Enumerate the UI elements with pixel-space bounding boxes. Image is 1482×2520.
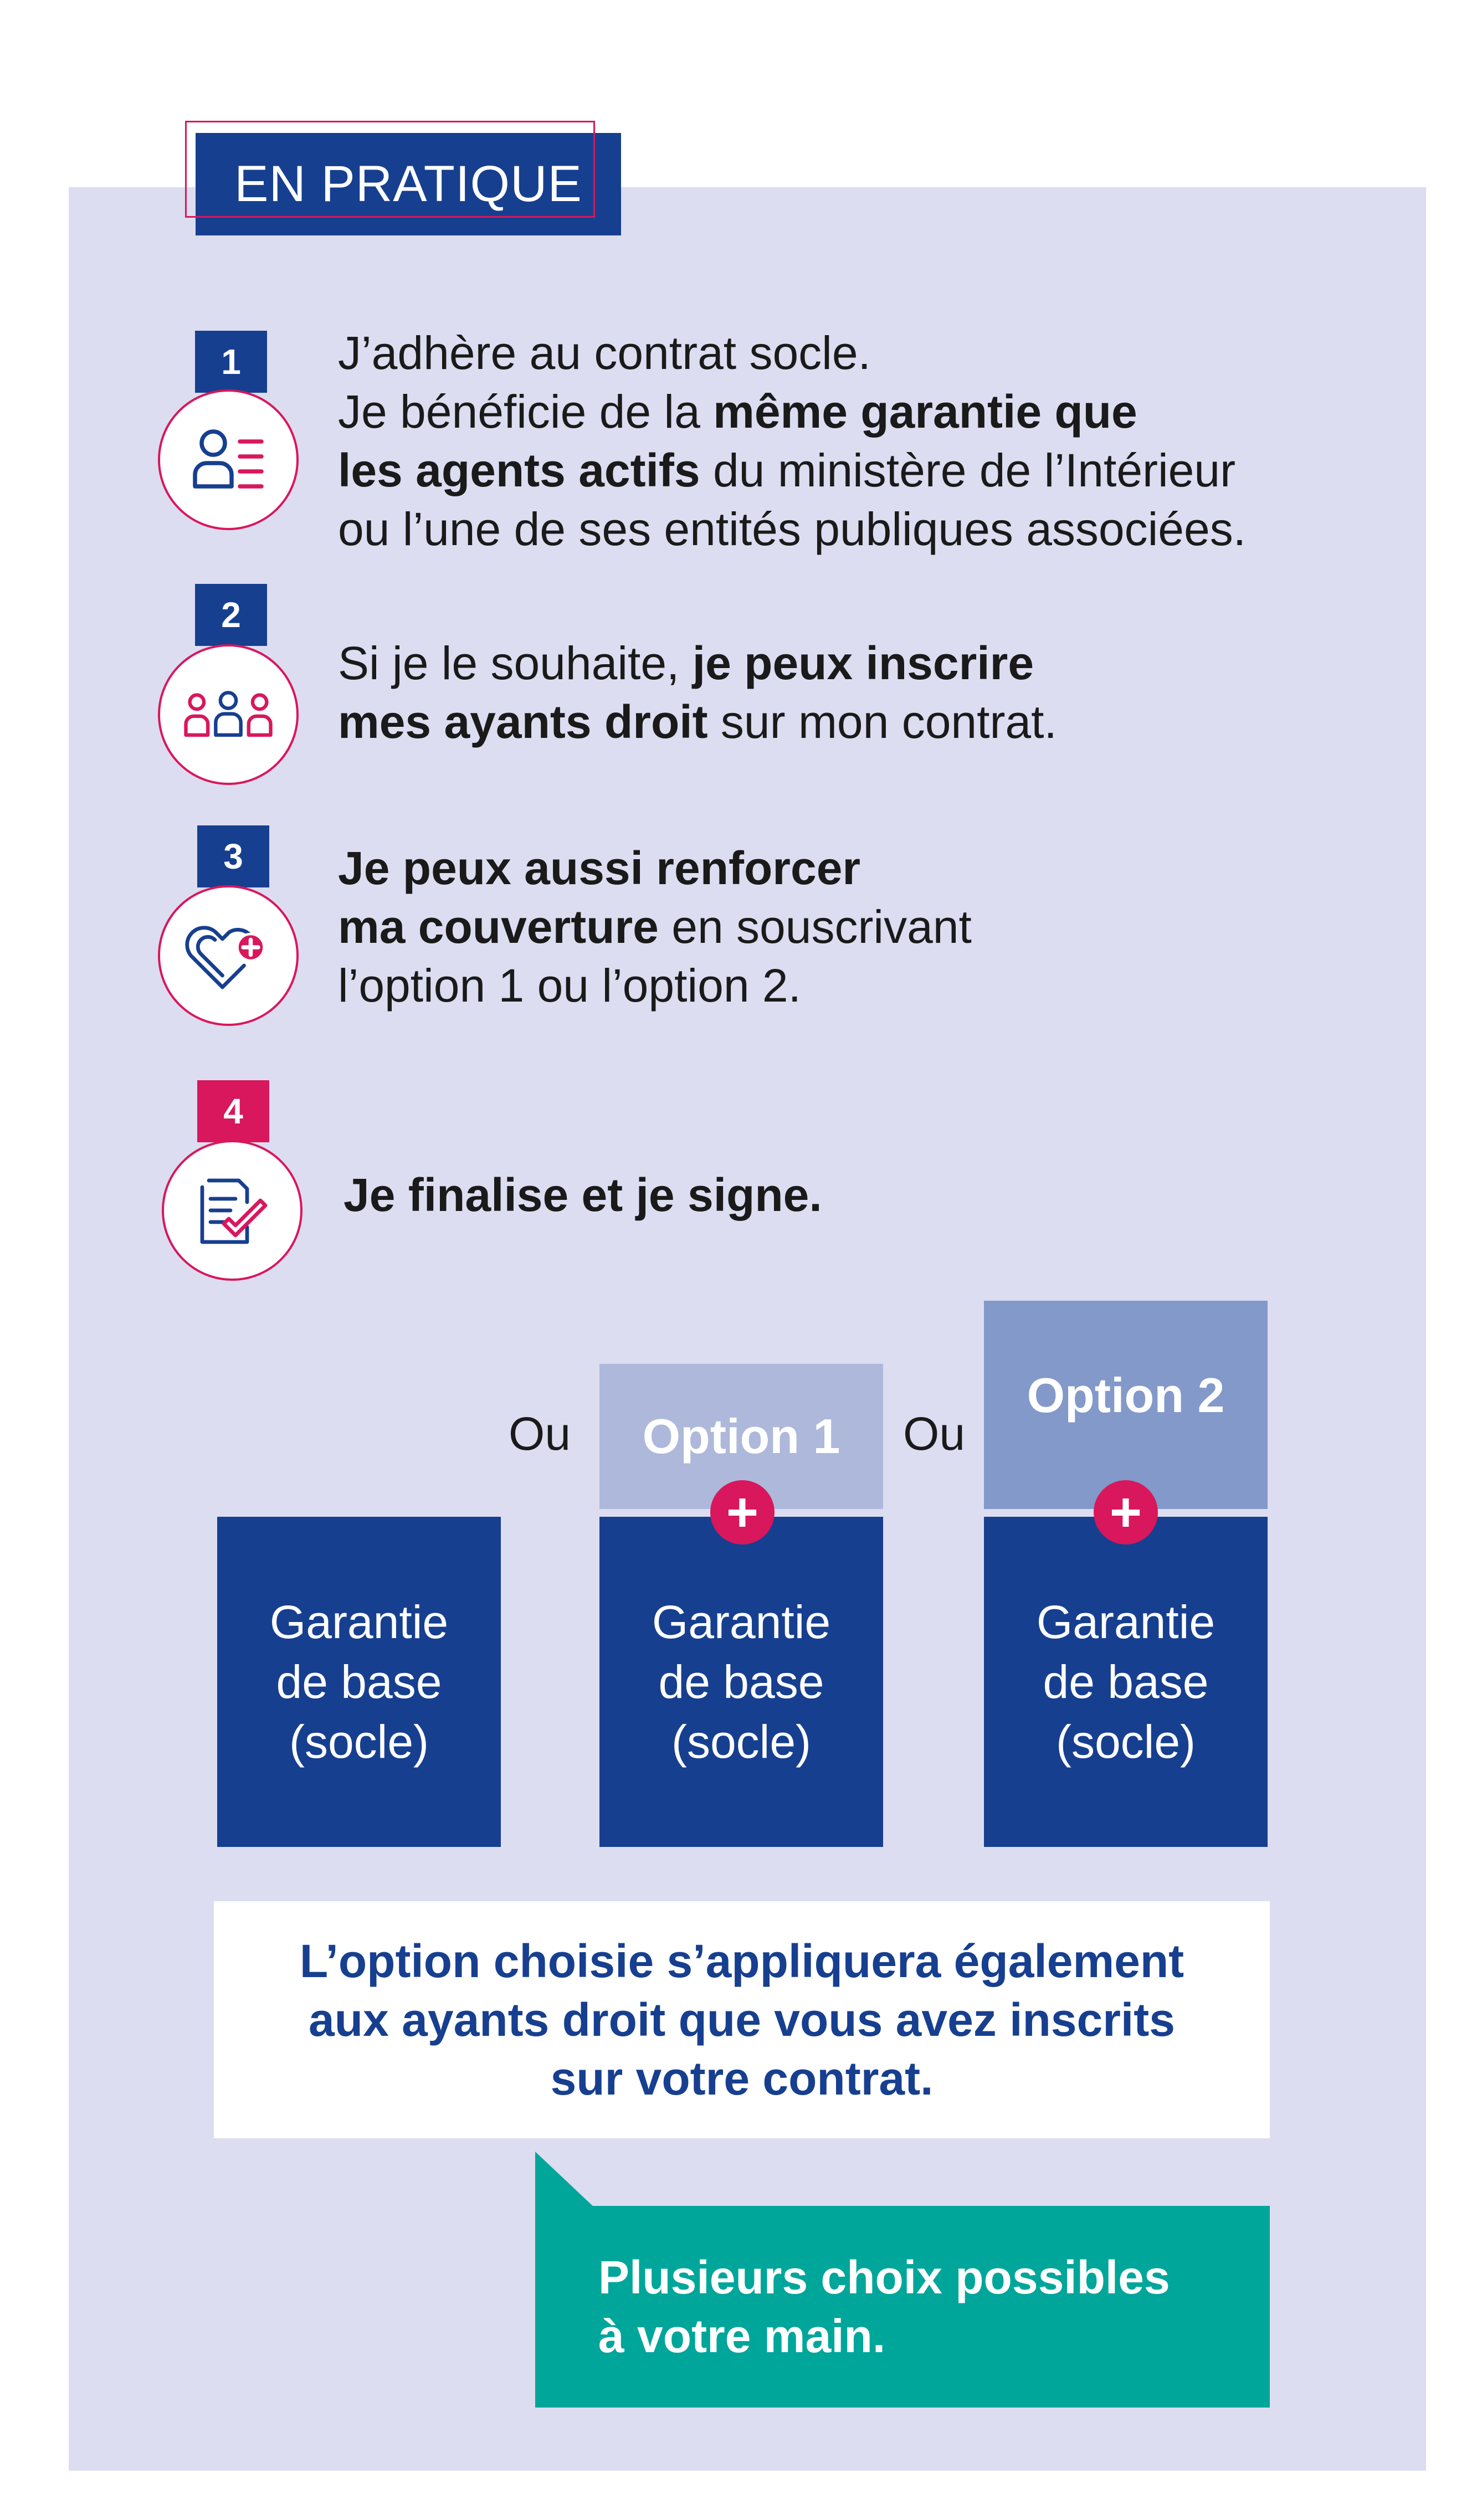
- step-1-line-3: [338, 441, 1246, 500]
- callout-tail: [535, 2152, 594, 2207]
- base-guarantee-2-text: [652, 1592, 830, 1772]
- group-people-icon: [181, 681, 275, 748]
- step-1-number: [195, 331, 267, 393]
- step-4-icon-circle: [162, 1140, 302, 1281]
- base-1-line-3: (socle): [289, 1716, 429, 1768]
- step-3-line-1-bold: Je peux aussi renforcer: [338, 842, 861, 894]
- base-1-line-2: de base: [276, 1656, 442, 1708]
- step-2-line-2: [338, 692, 1057, 751]
- base-2-line-1: Garantie: [652, 1596, 831, 1648]
- or-label-2: Ou: [903, 1408, 966, 1460]
- section-badge-label: EN PRATIQUE: [234, 156, 582, 212]
- step-1-line-3-text: du ministère de l’Intérieur: [700, 444, 1236, 496]
- step-1-line-3-bold: les agents actifs: [338, 444, 700, 496]
- step-1-line-2-bold: même garantie que: [713, 386, 1137, 438]
- option-2-box: [984, 1301, 1268, 1509]
- info-note: [214, 1901, 1270, 2138]
- base-guarantee-3: [984, 1517, 1268, 1847]
- step-4-number-label: 4: [223, 1091, 243, 1131]
- info-note-text: [300, 1932, 1184, 2108]
- step-1-line-2-text: Je bénéficie de la: [338, 386, 714, 438]
- step-1-line-4: [338, 500, 1246, 558]
- step-2-icon-circle: [158, 644, 299, 785]
- step-2-line-1-text: Si je le souhaite,: [338, 637, 693, 689]
- step-3-number: [197, 825, 269, 887]
- step-1-number-label: 1: [221, 342, 241, 382]
- base-2-line-3: (socle): [671, 1716, 812, 1768]
- person-list-icon: [187, 418, 270, 501]
- speech-callout: [535, 2206, 1270, 2408]
- step-3-line-1: [338, 839, 972, 897]
- base-guarantee-3-text: [1037, 1592, 1215, 1772]
- base-3-line-1: Garantie: [1036, 1596, 1216, 1648]
- step-3-text: [338, 839, 972, 1015]
- step-2-line-2-text: sur mon contrat.: [707, 696, 1057, 748]
- base-guarantee-1-text: [270, 1592, 448, 1772]
- callout-line-1: Plusieurs choix possibles: [598, 2251, 1170, 2303]
- step-2-line-1: [338, 634, 1057, 692]
- plus-2-glyph: +: [1109, 1481, 1142, 1543]
- option-1-label: Option 1: [642, 1409, 840, 1464]
- base-guarantee-1: [217, 1517, 501, 1847]
- step-4-text: [343, 1166, 822, 1224]
- step-1-line-4-text: ou l’une de ses entités publiques associées.: [338, 503, 1247, 555]
- step-3-number-label: 3: [223, 836, 243, 876]
- step-4-line-1: [343, 1166, 822, 1224]
- step-2-line-2-bold: mes ayants droit: [338, 696, 708, 748]
- step-1-line-1: [338, 324, 1246, 382]
- step-3-icon-circle: [158, 885, 299, 1026]
- info-note-line-2: aux ayants droit que vous avez inscrits: [309, 1994, 1175, 2046]
- step-3-line-2: [338, 897, 972, 956]
- step-2-text: [338, 634, 1057, 751]
- step-3-line-2-text: en souscrivant: [658, 901, 972, 953]
- step-1-line-1-text: J’adhère au contrat socle.: [338, 327, 871, 379]
- plus-icon: [1094, 1480, 1158, 1544]
- option-2-label: Option 2: [1027, 1368, 1225, 1423]
- callout-line-2: à votre main.: [598, 2310, 886, 2362]
- step-3-line-2-bold: ma couverture: [338, 901, 659, 953]
- badge-outline-decoration: [185, 121, 595, 218]
- info-note-line-1: L’option choisie s’appliquera également: [299, 1935, 1184, 1987]
- base-2-line-2: de base: [658, 1656, 824, 1708]
- speech-callout-text: [598, 2248, 1170, 2365]
- plus-1-glyph: +: [726, 1481, 759, 1543]
- info-note-line-3: sur votre contrat.: [550, 2052, 934, 2105]
- heart-plus-icon: [181, 914, 275, 997]
- or-label-1: Ou: [509, 1408, 571, 1460]
- base-3-line-3: (socle): [1055, 1716, 1196, 1768]
- step-2-number: [195, 584, 267, 646]
- step-3-line-3: [338, 956, 972, 1015]
- base-guarantee-2: [599, 1517, 883, 1847]
- document-check-icon: [188, 1169, 276, 1252]
- step-2-line-1-bold: je peux inscrire: [692, 637, 1034, 689]
- step-1-line-2: [338, 382, 1246, 441]
- step-4-number: [197, 1080, 269, 1142]
- plus-icon: [710, 1480, 775, 1544]
- step-4-line-1-bold: Je finalise et je signe.: [343, 1169, 822, 1221]
- step-3-line-3-text: l’option 1 ou l’option 2.: [338, 959, 801, 1012]
- base-1-line-1: Garantie: [269, 1596, 449, 1648]
- base-3-line-2: de base: [1043, 1656, 1209, 1708]
- step-1-icon-circle: [158, 389, 299, 530]
- step-1-text: [338, 324, 1246, 558]
- step-2-number-label: 2: [221, 595, 241, 635]
